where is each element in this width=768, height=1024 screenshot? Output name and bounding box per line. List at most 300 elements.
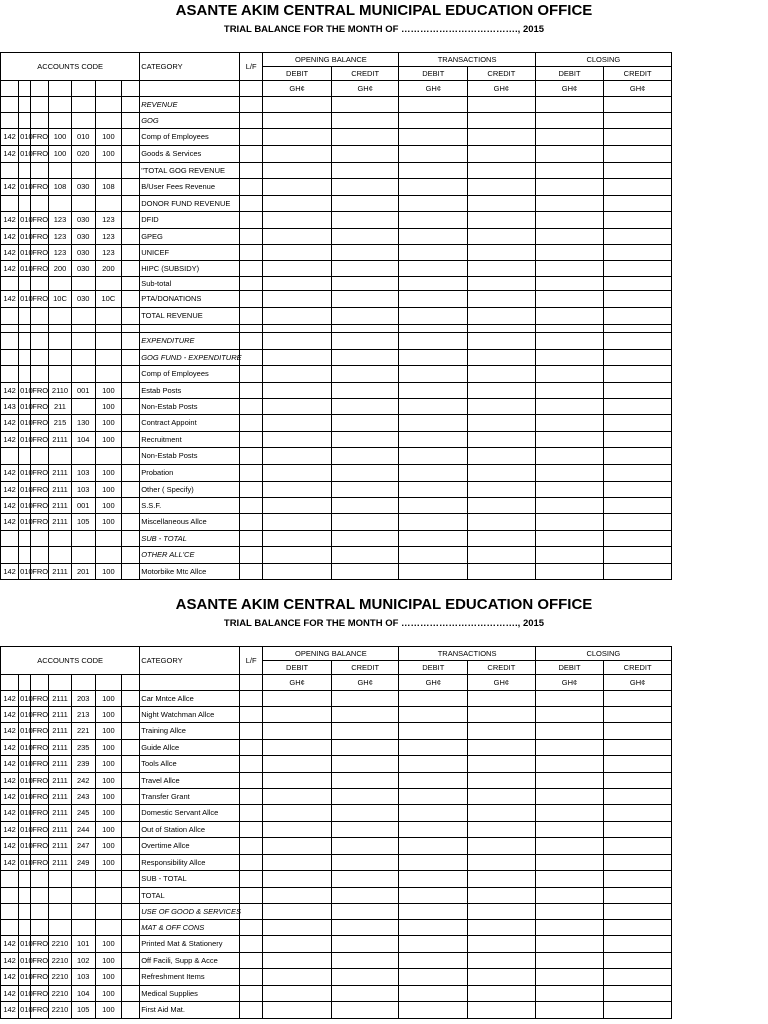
amount-cell[interactable] <box>604 855 672 871</box>
amount-cell[interactable] <box>535 789 604 805</box>
amount-cell[interactable] <box>331 229 399 245</box>
amount-cell[interactable] <box>263 531 332 547</box>
amount-cell[interactable] <box>468 756 536 773</box>
amount-cell[interactable] <box>331 789 399 805</box>
amount-cell[interactable] <box>399 415 468 432</box>
amount-cell[interactable] <box>604 691 672 707</box>
amount-cell[interactable] <box>535 691 604 707</box>
amount-cell[interactable] <box>535 805 604 822</box>
amount-cell[interactable] <box>468 822 536 838</box>
amount-cell[interactable] <box>263 196 332 212</box>
amount-cell[interactable] <box>331 308 399 325</box>
amount-cell[interactable] <box>331 564 399 580</box>
amount-cell[interactable] <box>468 97 536 113</box>
amount-cell[interactable] <box>399 953 468 969</box>
amount-cell[interactable] <box>399 366 468 383</box>
amount-cell[interactable] <box>468 179 536 196</box>
amount-cell[interactable] <box>399 350 468 366</box>
amount-cell[interactable] <box>468 308 536 325</box>
amount-cell[interactable] <box>331 514 399 531</box>
amount-cell[interactable] <box>331 325 399 333</box>
amount-cell[interactable] <box>331 129 399 146</box>
amount-cell[interactable] <box>604 986 672 1002</box>
amount-cell[interactable] <box>604 723 672 740</box>
amount-cell[interactable] <box>331 291 399 308</box>
amount-cell[interactable] <box>399 196 468 212</box>
amount-cell[interactable] <box>399 146 468 163</box>
amount-cell[interactable] <box>535 822 604 838</box>
amount-cell[interactable] <box>535 163 604 179</box>
amount-cell[interactable] <box>263 465 332 482</box>
amount-cell[interactable] <box>331 113 399 129</box>
amount-cell[interactable] <box>331 822 399 838</box>
amount-cell[interactable] <box>535 196 604 212</box>
amount-cell[interactable] <box>331 245 399 261</box>
amount-cell[interactable] <box>535 229 604 245</box>
amount-cell[interactable] <box>331 1002 399 1019</box>
amount-cell[interactable] <box>604 179 672 196</box>
amount-cell[interactable] <box>604 277 672 291</box>
amount-cell[interactable] <box>263 448 332 465</box>
amount-cell[interactable] <box>399 936 468 953</box>
amount-cell[interactable] <box>468 1002 536 1019</box>
amount-cell[interactable] <box>468 969 536 986</box>
amount-cell[interactable] <box>263 129 332 146</box>
amount-cell[interactable] <box>535 415 604 432</box>
amount-cell[interactable] <box>399 871 468 888</box>
amount-cell[interactable] <box>604 399 672 415</box>
amount-cell[interactable] <box>399 291 468 308</box>
amount-cell[interactable] <box>468 564 536 580</box>
amount-cell[interactable] <box>399 432 468 448</box>
amount-cell[interactable] <box>468 871 536 888</box>
amount-cell[interactable] <box>399 514 468 531</box>
amount-cell[interactable] <box>263 333 332 350</box>
amount-cell[interactable] <box>263 366 332 383</box>
amount-cell[interactable] <box>535 245 604 261</box>
amount-cell[interactable] <box>535 740 604 756</box>
amount-cell[interactable] <box>263 399 332 415</box>
amount-cell[interactable] <box>263 308 332 325</box>
amount-cell[interactable] <box>263 291 332 308</box>
amount-cell[interactable] <box>604 129 672 146</box>
amount-cell[interactable] <box>399 822 468 838</box>
amount-cell[interactable] <box>604 350 672 366</box>
amount-cell[interactable] <box>263 805 332 822</box>
amount-cell[interactable] <box>604 871 672 888</box>
amount-cell[interactable] <box>604 953 672 969</box>
amount-cell[interactable] <box>535 1002 604 1019</box>
amount-cell[interactable] <box>468 936 536 953</box>
amount-cell[interactable] <box>468 789 536 805</box>
amount-cell[interactable] <box>263 97 332 113</box>
amount-cell[interactable] <box>263 261 332 277</box>
amount-cell[interactable] <box>331 97 399 113</box>
amount-cell[interactable] <box>468 350 536 366</box>
amount-cell[interactable] <box>604 789 672 805</box>
amount-cell[interactable] <box>468 325 536 333</box>
amount-cell[interactable] <box>535 129 604 146</box>
amount-cell[interactable] <box>604 531 672 547</box>
amount-cell[interactable] <box>604 1002 672 1019</box>
amount-cell[interactable] <box>399 325 468 333</box>
amount-cell[interactable] <box>331 448 399 465</box>
amount-cell[interactable] <box>468 888 536 904</box>
amount-cell[interactable] <box>604 465 672 482</box>
amount-cell[interactable] <box>468 838 536 855</box>
amount-cell[interactable] <box>604 432 672 448</box>
amount-cell[interactable] <box>331 196 399 212</box>
amount-cell[interactable] <box>263 415 332 432</box>
amount-cell[interactable] <box>263 773 332 789</box>
amount-cell[interactable] <box>331 920 399 936</box>
amount-cell[interactable] <box>331 383 399 399</box>
amount-cell[interactable] <box>604 838 672 855</box>
amount-cell[interactable] <box>468 805 536 822</box>
amount-cell[interactable] <box>331 838 399 855</box>
amount-cell[interactable] <box>331 415 399 432</box>
amount-cell[interactable] <box>535 448 604 465</box>
amount-cell[interactable] <box>331 904 399 920</box>
amount-cell[interactable] <box>468 531 536 547</box>
amount-cell[interactable] <box>604 291 672 308</box>
amount-cell[interactable] <box>604 936 672 953</box>
amount-cell[interactable] <box>263 498 332 514</box>
amount-cell[interactable] <box>331 756 399 773</box>
amount-cell[interactable] <box>468 366 536 383</box>
amount-cell[interactable] <box>331 773 399 789</box>
amount-cell[interactable] <box>263 514 332 531</box>
amount-cell[interactable] <box>468 986 536 1002</box>
amount-cell[interactable] <box>604 482 672 498</box>
amount-cell[interactable] <box>399 564 468 580</box>
amount-cell[interactable] <box>468 773 536 789</box>
amount-cell[interactable] <box>399 448 468 465</box>
amount-cell[interactable] <box>399 498 468 514</box>
amount-cell[interactable] <box>399 399 468 415</box>
amount-cell[interactable] <box>331 969 399 986</box>
amount-cell[interactable] <box>535 432 604 448</box>
amount-cell[interactable] <box>263 146 332 163</box>
amount-cell[interactable] <box>331 432 399 448</box>
amount-cell[interactable] <box>604 498 672 514</box>
amount-cell[interactable] <box>331 888 399 904</box>
amount-cell[interactable] <box>399 547 468 564</box>
amount-cell[interactable] <box>535 179 604 196</box>
amount-cell[interactable] <box>604 229 672 245</box>
amount-cell[interactable] <box>331 482 399 498</box>
amount-cell[interactable] <box>535 350 604 366</box>
amount-cell[interactable] <box>399 986 468 1002</box>
amount-cell[interactable] <box>331 936 399 953</box>
amount-cell[interactable] <box>468 212 536 229</box>
amount-cell[interactable] <box>331 986 399 1002</box>
amount-cell[interactable] <box>331 531 399 547</box>
amount-cell[interactable] <box>399 707 468 723</box>
amount-cell[interactable] <box>331 465 399 482</box>
amount-cell[interactable] <box>535 531 604 547</box>
amount-cell[interactable] <box>399 465 468 482</box>
amount-cell[interactable] <box>331 163 399 179</box>
amount-cell[interactable] <box>604 920 672 936</box>
amount-cell[interactable] <box>331 805 399 822</box>
amount-cell[interactable] <box>399 855 468 871</box>
amount-cell[interactable] <box>331 212 399 229</box>
amount-cell[interactable] <box>263 953 332 969</box>
amount-cell[interactable] <box>399 805 468 822</box>
amount-cell[interactable] <box>263 245 332 261</box>
amount-cell[interactable] <box>468 399 536 415</box>
amount-cell[interactable] <box>604 888 672 904</box>
amount-cell[interactable] <box>535 366 604 383</box>
amount-cell[interactable] <box>399 904 468 920</box>
amount-cell[interactable] <box>263 432 332 448</box>
amount-cell[interactable] <box>604 969 672 986</box>
amount-cell[interactable] <box>535 756 604 773</box>
amount-cell[interactable] <box>535 723 604 740</box>
amount-cell[interactable] <box>468 229 536 245</box>
amount-cell[interactable] <box>331 707 399 723</box>
amount-cell[interactable] <box>604 325 672 333</box>
amount-cell[interactable] <box>604 547 672 564</box>
amount-cell[interactable] <box>263 740 332 756</box>
amount-cell[interactable] <box>331 855 399 871</box>
amount-cell[interactable] <box>263 904 332 920</box>
amount-cell[interactable] <box>468 146 536 163</box>
amount-cell[interactable] <box>535 212 604 229</box>
amount-cell[interactable] <box>535 547 604 564</box>
amount-cell[interactable] <box>399 277 468 291</box>
amount-cell[interactable] <box>468 291 536 308</box>
amount-cell[interactable] <box>468 855 536 871</box>
amount-cell[interactable] <box>263 383 332 399</box>
amount-cell[interactable] <box>331 953 399 969</box>
amount-cell[interactable] <box>263 871 332 888</box>
amount-cell[interactable] <box>468 498 536 514</box>
amount-cell[interactable] <box>263 113 332 129</box>
amount-cell[interactable] <box>535 399 604 415</box>
amount-cell[interactable] <box>468 707 536 723</box>
amount-cell[interactable] <box>263 350 332 366</box>
amount-cell[interactable] <box>263 855 332 871</box>
amount-cell[interactable] <box>468 723 536 740</box>
amount-cell[interactable] <box>535 113 604 129</box>
amount-cell[interactable] <box>535 953 604 969</box>
amount-cell[interactable] <box>263 1002 332 1019</box>
amount-cell[interactable] <box>535 333 604 350</box>
amount-cell[interactable] <box>399 531 468 547</box>
amount-cell[interactable] <box>399 756 468 773</box>
amount-cell[interactable] <box>604 383 672 399</box>
amount-cell[interactable] <box>468 432 536 448</box>
amount-cell[interactable] <box>535 838 604 855</box>
amount-cell[interactable] <box>399 920 468 936</box>
amount-cell[interactable] <box>399 1002 468 1019</box>
amount-cell[interactable] <box>604 773 672 789</box>
amount-cell[interactable] <box>535 871 604 888</box>
amount-cell[interactable] <box>263 986 332 1002</box>
amount-cell[interactable] <box>604 448 672 465</box>
amount-cell[interactable] <box>535 936 604 953</box>
amount-cell[interactable] <box>331 740 399 756</box>
amount-cell[interactable] <box>604 333 672 350</box>
amount-cell[interactable] <box>263 822 332 838</box>
amount-cell[interactable] <box>331 350 399 366</box>
amount-cell[interactable] <box>331 366 399 383</box>
amount-cell[interactable] <box>535 773 604 789</box>
amount-cell[interactable] <box>399 691 468 707</box>
amount-cell[interactable] <box>399 773 468 789</box>
amount-cell[interactable] <box>263 482 332 498</box>
amount-cell[interactable] <box>263 723 332 740</box>
amount-cell[interactable] <box>331 547 399 564</box>
amount-cell[interactable] <box>468 482 536 498</box>
amount-cell[interactable] <box>535 564 604 580</box>
amount-cell[interactable] <box>399 308 468 325</box>
amount-cell[interactable] <box>263 163 332 179</box>
amount-cell[interactable] <box>468 448 536 465</box>
amount-cell[interactable] <box>263 229 332 245</box>
amount-cell[interactable] <box>604 707 672 723</box>
amount-cell[interactable] <box>604 97 672 113</box>
amount-cell[interactable] <box>604 564 672 580</box>
amount-cell[interactable] <box>535 277 604 291</box>
amount-cell[interactable] <box>399 723 468 740</box>
amount-cell[interactable] <box>263 179 332 196</box>
amount-cell[interactable] <box>604 822 672 838</box>
amount-cell[interactable] <box>468 333 536 350</box>
amount-cell[interactable] <box>331 277 399 291</box>
amount-cell[interactable] <box>331 691 399 707</box>
amount-cell[interactable] <box>263 691 332 707</box>
amount-cell[interactable] <box>535 969 604 986</box>
amount-cell[interactable] <box>331 498 399 514</box>
amount-cell[interactable] <box>399 212 468 229</box>
amount-cell[interactable] <box>535 97 604 113</box>
amount-cell[interactable] <box>399 179 468 196</box>
amount-cell[interactable] <box>263 756 332 773</box>
amount-cell[interactable] <box>468 691 536 707</box>
amount-cell[interactable] <box>263 707 332 723</box>
amount-cell[interactable] <box>331 871 399 888</box>
amount-cell[interactable] <box>331 179 399 196</box>
amount-cell[interactable] <box>263 888 332 904</box>
amount-cell[interactable] <box>468 547 536 564</box>
amount-cell[interactable] <box>263 920 332 936</box>
amount-cell[interactable] <box>399 383 468 399</box>
amount-cell[interactable] <box>468 465 536 482</box>
amount-cell[interactable] <box>535 308 604 325</box>
amount-cell[interactable] <box>604 514 672 531</box>
amount-cell[interactable] <box>399 969 468 986</box>
amount-cell[interactable] <box>468 261 536 277</box>
amount-cell[interactable] <box>331 723 399 740</box>
amount-cell[interactable] <box>399 229 468 245</box>
amount-cell[interactable] <box>535 146 604 163</box>
amount-cell[interactable] <box>263 547 332 564</box>
amount-cell[interactable] <box>331 261 399 277</box>
amount-cell[interactable] <box>535 514 604 531</box>
amount-cell[interactable] <box>399 740 468 756</box>
amount-cell[interactable] <box>263 936 332 953</box>
amount-cell[interactable] <box>604 212 672 229</box>
amount-cell[interactable] <box>399 245 468 261</box>
amount-cell[interactable] <box>604 163 672 179</box>
amount-cell[interactable] <box>535 855 604 871</box>
amount-cell[interactable] <box>263 277 332 291</box>
amount-cell[interactable] <box>604 904 672 920</box>
amount-cell[interactable] <box>535 465 604 482</box>
amount-cell[interactable] <box>263 564 332 580</box>
amount-cell[interactable] <box>535 986 604 1002</box>
amount-cell[interactable] <box>604 261 672 277</box>
amount-cell[interactable] <box>399 838 468 855</box>
amount-cell[interactable] <box>468 163 536 179</box>
amount-cell[interactable] <box>604 756 672 773</box>
amount-cell[interactable] <box>468 129 536 146</box>
amount-cell[interactable] <box>604 308 672 325</box>
amount-cell[interactable] <box>399 113 468 129</box>
amount-cell[interactable] <box>468 113 536 129</box>
amount-cell[interactable] <box>399 97 468 113</box>
amount-cell[interactable] <box>535 291 604 308</box>
amount-cell[interactable] <box>399 163 468 179</box>
amount-cell[interactable] <box>468 740 536 756</box>
amount-cell[interactable] <box>468 953 536 969</box>
amount-cell[interactable] <box>263 838 332 855</box>
amount-cell[interactable] <box>604 366 672 383</box>
amount-cell[interactable] <box>399 333 468 350</box>
amount-cell[interactable] <box>468 514 536 531</box>
amount-cell[interactable] <box>535 707 604 723</box>
amount-cell[interactable] <box>399 261 468 277</box>
amount-cell[interactable] <box>535 482 604 498</box>
amount-cell[interactable] <box>331 333 399 350</box>
amount-cell[interactable] <box>604 805 672 822</box>
amount-cell[interactable] <box>468 904 536 920</box>
amount-cell[interactable] <box>468 415 536 432</box>
amount-cell[interactable] <box>604 196 672 212</box>
amount-cell[interactable] <box>468 277 536 291</box>
amount-cell[interactable] <box>468 383 536 399</box>
amount-cell[interactable] <box>399 789 468 805</box>
amount-cell[interactable] <box>331 146 399 163</box>
amount-cell[interactable] <box>604 415 672 432</box>
amount-cell[interactable] <box>263 789 332 805</box>
amount-cell[interactable] <box>399 129 468 146</box>
amount-cell[interactable] <box>468 920 536 936</box>
amount-cell[interactable] <box>263 969 332 986</box>
amount-cell[interactable] <box>535 261 604 277</box>
amount-cell[interactable] <box>399 888 468 904</box>
amount-cell[interactable] <box>263 325 332 333</box>
amount-cell[interactable] <box>535 904 604 920</box>
amount-cell[interactable] <box>535 920 604 936</box>
amount-cell[interactable] <box>535 383 604 399</box>
amount-cell[interactable] <box>604 113 672 129</box>
amount-cell[interactable] <box>331 399 399 415</box>
amount-cell[interactable] <box>604 146 672 163</box>
amount-cell[interactable] <box>535 325 604 333</box>
amount-cell[interactable] <box>263 212 332 229</box>
amount-cell[interactable] <box>468 196 536 212</box>
amount-cell[interactable] <box>604 245 672 261</box>
amount-cell[interactable] <box>468 245 536 261</box>
amount-cell[interactable] <box>604 740 672 756</box>
amount-cell[interactable] <box>535 498 604 514</box>
amount-cell[interactable] <box>399 482 468 498</box>
amount-cell[interactable] <box>535 888 604 904</box>
